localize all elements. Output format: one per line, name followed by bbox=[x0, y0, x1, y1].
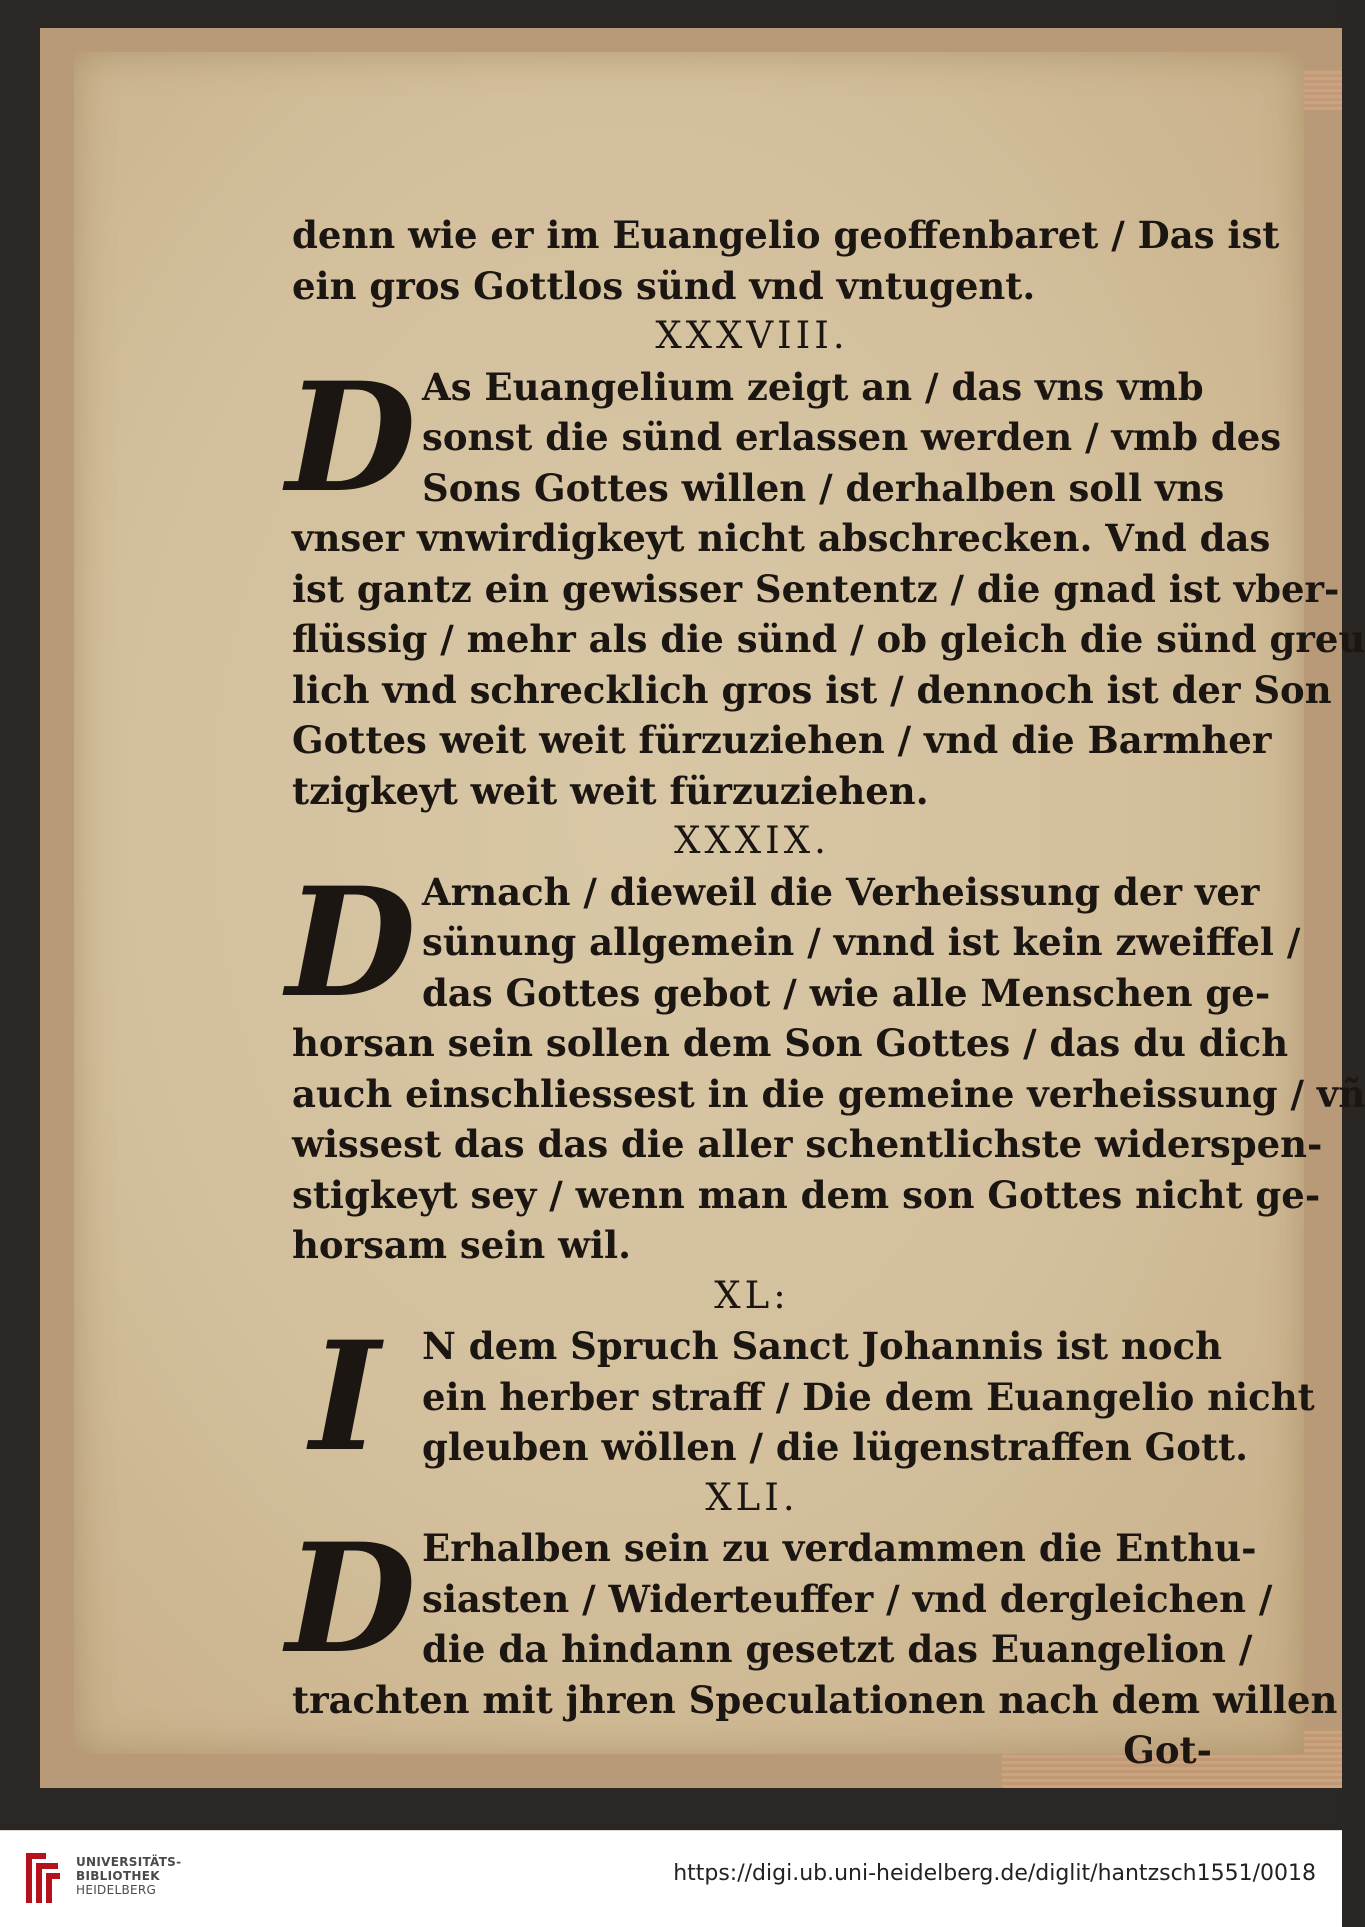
text-line: trachten mit jhren Speculationen nach dem willen bbox=[292, 1677, 1338, 1722]
text-line: sonst die sünd erlassen werden / vmb des bbox=[422, 415, 1282, 459]
text-line: horsan sein sollen dem Son Gottes / das du dich bbox=[292, 1021, 1289, 1065]
section-heading: XL: bbox=[714, 1273, 790, 1317]
text-line: die da hindann gesetzt das Euangelion / bbox=[422, 1627, 1253, 1671]
text-line: As Euangelium zeigt an / das vns vmb bbox=[422, 364, 1204, 409]
text-line: sünung allgemein / vnnd ist kein zweiffel / bbox=[422, 920, 1301, 964]
text-line: tzigkeyt weit weit fürzuziehen. bbox=[292, 768, 929, 813]
drop-initial: D bbox=[286, 349, 417, 526]
library-name-line: UNIVERSITÄTS- bbox=[76, 1855, 182, 1869]
page-text bbox=[286, 210, 1365, 1776]
text-line: Arnach / dieweil die Verheissung der ver bbox=[422, 869, 1260, 914]
text-line: gleuben wöllen / die lügenstraffen Gott. bbox=[422, 1425, 1248, 1469]
permalink-url[interactable]: https://digi.ub.uni-heidelberg.de/diglit/hantzsch1551/0018 bbox=[673, 1861, 1316, 1886]
library-name-line: HEIDELBERG bbox=[76, 1883, 157, 1897]
section-heading: XXXIX. bbox=[674, 819, 830, 862]
library-name-line: BIBLIOTHEK bbox=[76, 1869, 160, 1883]
text-line: horsam sein wil. bbox=[292, 1223, 631, 1267]
text-line: ein herber straff / Die dem Euangelio nicht bbox=[422, 1374, 1315, 1419]
text-line: denn wie er im Euangelio geoffenbaret / Das ist bbox=[292, 213, 1280, 257]
catchword: Got- bbox=[1123, 1728, 1212, 1772]
text-line: Erhalben sein zu verdammen die Enthu- bbox=[422, 1526, 1257, 1570]
library-name bbox=[76, 1855, 181, 1897]
viewer-footer bbox=[0, 1830, 1342, 1927]
section-heading: XLI. bbox=[705, 1475, 799, 1519]
section-heading: XXXVIII. bbox=[655, 314, 849, 357]
text-line: auch einschliessest in die gemeine verheissung / vñ bbox=[292, 1071, 1365, 1116]
text-line: vnser vnwirdigkeyt nicht abschrecken. Vnd das bbox=[292, 516, 1271, 560]
section-paragraph bbox=[286, 854, 1365, 1271]
university-library-logo-icon[interactable] bbox=[20, 1849, 64, 1907]
section-paragraph bbox=[286, 349, 1365, 817]
text-line: flüssig / mehr als die sünd / ob gleich die sünd greu bbox=[292, 617, 1365, 661]
drop-initial: I bbox=[309, 1309, 381, 1485]
text-line: lich vnd schrecklich gros ist / dennoch ist der Son bbox=[292, 667, 1332, 712]
section-paragraph bbox=[286, 1511, 1338, 1725]
text-line: Sons Gottes willen / derhalben soll vns bbox=[422, 465, 1225, 510]
text-line: das Gottes gebot / wie alle Menschen ge- bbox=[422, 970, 1271, 1015]
text-line: wissest das das die aller schentlichste widerspen- bbox=[292, 1122, 1323, 1166]
text-line: N dem Spruch Sanct Johannis ist noch bbox=[422, 1324, 1223, 1368]
text-line: siasten / Widerteuffer / vnd dergleichen / bbox=[422, 1576, 1273, 1621]
text-line: Gottes weit weit fürzuziehen / vnd die Barmher bbox=[292, 718, 1272, 762]
text-line: stigkeyt sey / wenn man dem son Gottes nicht ge- bbox=[292, 1172, 1321, 1217]
drop-initial: D bbox=[286, 854, 417, 1031]
text-line: ist gantz ein gewisser Sententz / die gnad ist vber- bbox=[292, 566, 1340, 611]
section-paragraph bbox=[292, 1309, 1315, 1485]
text-line: ein gros Gottlos sünd vnd vntugent. bbox=[292, 263, 1036, 308]
drop-initial: D bbox=[286, 1511, 417, 1687]
